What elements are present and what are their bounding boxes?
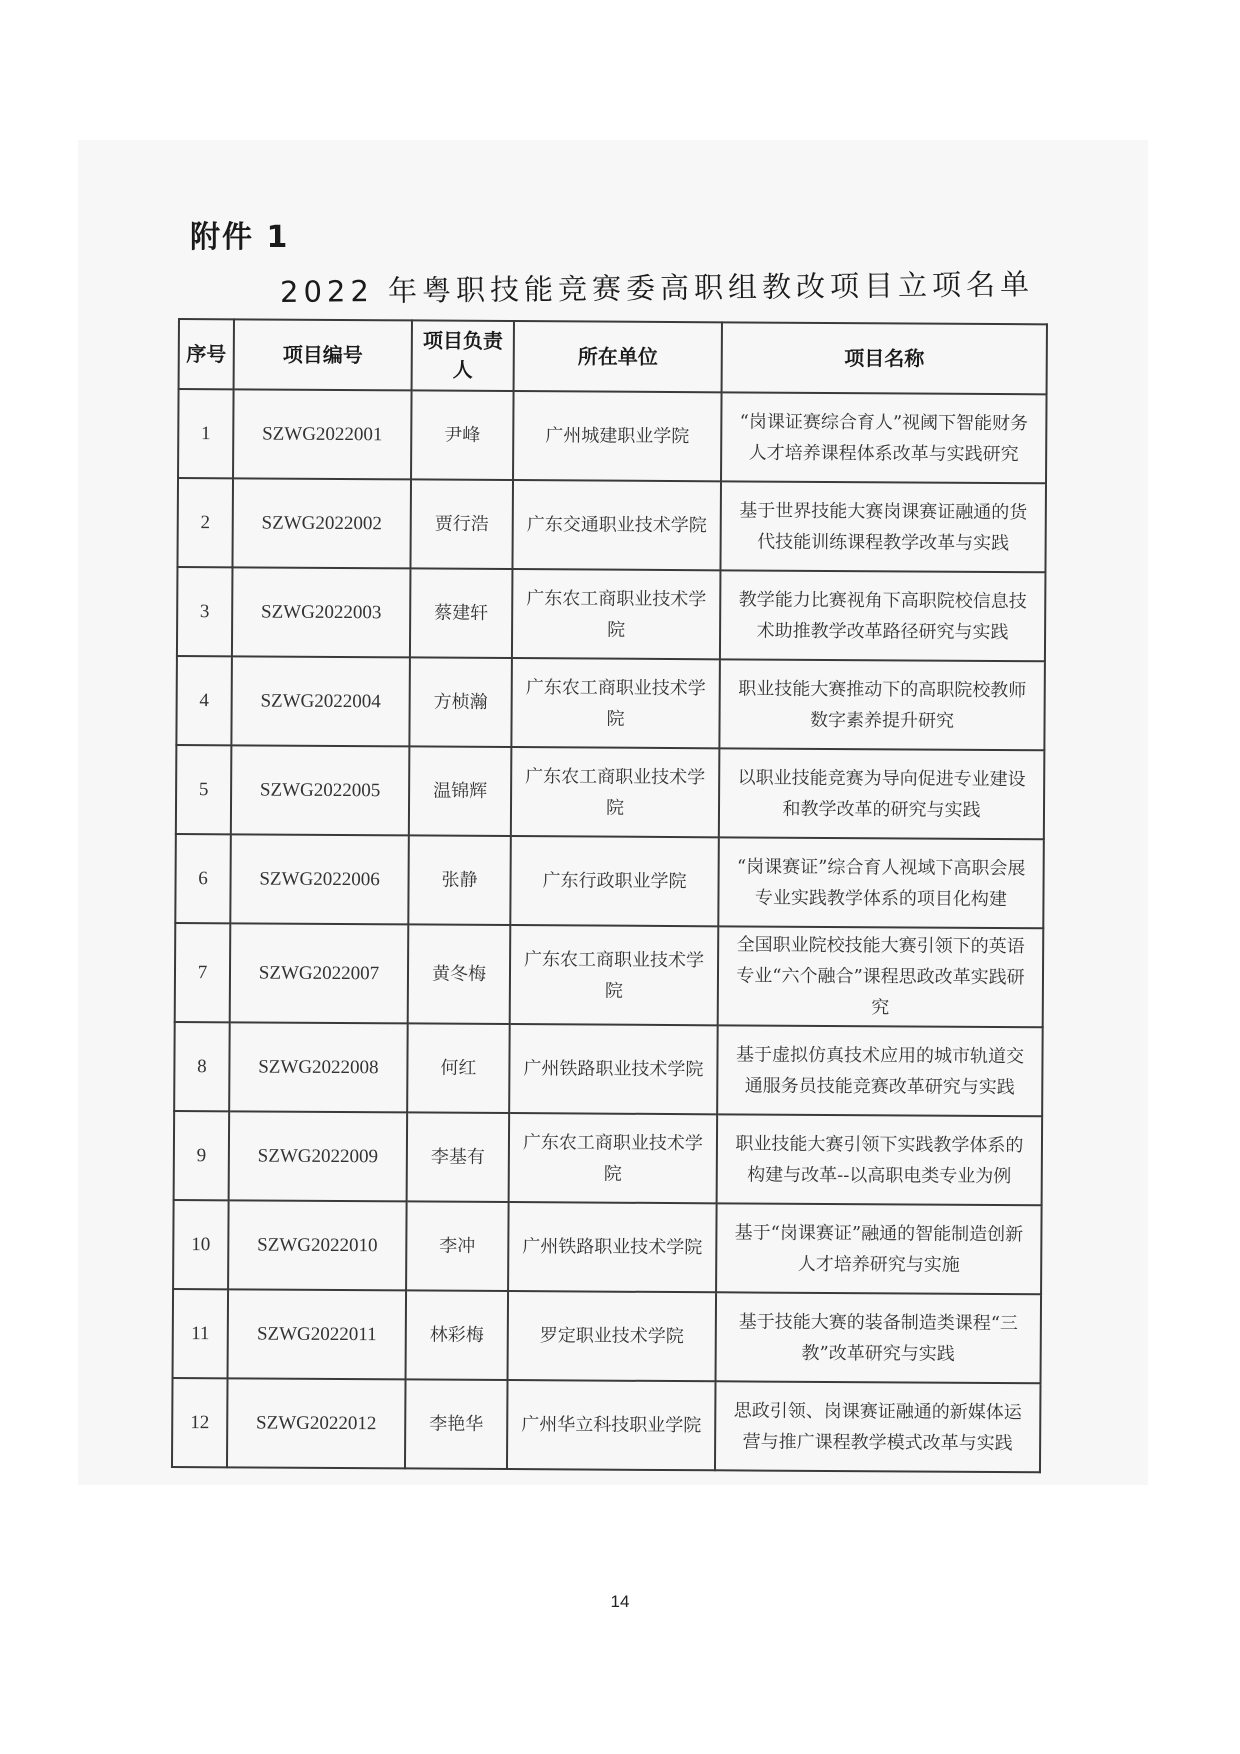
row-leader: 张静 — [408, 835, 511, 925]
row-seq: 8 — [174, 1022, 230, 1111]
row-leader: 蔡建轩 — [410, 568, 513, 658]
row-code: SZWG2022005 — [231, 745, 410, 835]
row-seq: 10 — [173, 1200, 229, 1289]
row-seq: 6 — [175, 834, 231, 923]
row-leader: 贾行浩 — [410, 479, 513, 569]
row-seq: 9 — [174, 1111, 230, 1200]
header-unit: 所在单位 — [514, 321, 722, 392]
row-code: SZWG2022006 — [230, 834, 409, 924]
table-row — [174, 1111, 1043, 1205]
row-code: SZWG2022012 — [227, 1378, 406, 1468]
row-code: SZWG2022007 — [230, 923, 409, 1023]
row-unit: 广东农工商职业技术学院 — [509, 1113, 718, 1203]
header-leader: 项目负责人 — [412, 320, 514, 391]
header-code: 项目编号 — [234, 319, 412, 390]
table-row — [176, 656, 1045, 750]
row-project-name: 职业技能大赛引领下实践教学体系的构建与改革--以高职电类专业为例 — [717, 1114, 1043, 1205]
document-title: 2022 年粤职技能竞赛委高职组教改项目立项名单 — [279, 267, 1035, 309]
row-seq: 11 — [173, 1289, 229, 1378]
row-project-name: 职业技能大赛推动下的高职院校教师数字素养提升研究 — [719, 659, 1045, 750]
row-code: SZWG2022011 — [228, 1289, 407, 1379]
row-seq: 4 — [176, 656, 232, 745]
row-seq: 3 — [177, 567, 233, 656]
row-seq: 5 — [176, 745, 232, 834]
row-unit: 广州铁路职业技术学院 — [509, 1024, 718, 1114]
row-unit: 广东农工商职业技术学院 — [511, 658, 720, 748]
attachment-label: 附件 1 — [190, 220, 290, 255]
row-code: SZWG2022010 — [228, 1200, 407, 1290]
row-seq: 7 — [175, 923, 231, 1022]
header-seq: 序号 — [179, 319, 234, 389]
row-project-name: 基于“岗课赛证”融通的智能制造创新人才培养研究与实施 — [716, 1203, 1042, 1294]
row-code: SZWG2022003 — [232, 567, 411, 657]
header-name: 项目名称 — [722, 322, 1047, 394]
project-list-table — [171, 318, 1048, 1473]
row-code: SZWG2022002 — [232, 478, 411, 568]
row-code: SZWG2022009 — [229, 1111, 408, 1201]
row-leader: 林彩梅 — [406, 1290, 509, 1380]
row-code: SZWG2022004 — [231, 656, 410, 746]
row-unit: 广东交通职业技术学院 — [512, 480, 721, 570]
row-leader: 方桢瀚 — [409, 657, 512, 747]
row-leader: 尹峰 — [411, 390, 514, 480]
table-row — [175, 834, 1044, 928]
row-unit: 广州铁路职业技术学院 — [508, 1202, 717, 1292]
table-header-row — [179, 319, 1047, 394]
row-code: SZWG2022008 — [229, 1022, 408, 1112]
row-project-name: 教学能力比赛视角下高职院校信息技术助推教学改革路径研究与实践 — [720, 570, 1046, 661]
row-leader: 李冲 — [406, 1201, 509, 1291]
row-unit: 广东行政职业学院 — [510, 836, 719, 926]
table-row — [175, 923, 1044, 1027]
row-unit: 广州城建职业学院 — [513, 391, 722, 481]
row-leader: 黄冬梅 — [408, 924, 511, 1024]
table-row — [173, 1200, 1042, 1294]
row-seq: 12 — [172, 1378, 228, 1467]
row-leader: 李艳华 — [405, 1379, 508, 1469]
row-project-name: 基于技能大赛的装备制造类课程“三教”改革研究与实践 — [716, 1292, 1042, 1383]
row-leader: 何红 — [407, 1023, 510, 1113]
table-row — [173, 1289, 1042, 1383]
row-leader: 李基有 — [407, 1112, 510, 1202]
row-unit: 广东农工商职业技术学院 — [510, 925, 719, 1025]
table-row — [178, 389, 1047, 483]
row-project-name: 基于世界技能大赛岗课赛证融通的货代技能训练课程教学改革与实践 — [720, 481, 1046, 572]
row-leader: 温锦辉 — [409, 746, 512, 836]
row-seq: 2 — [177, 478, 233, 567]
row-unit: 广东农工商职业技术学院 — [512, 569, 721, 659]
row-project-name: 全国职业院校技能大赛引领下的英语专业“六个融合”课程思政改革实践研究 — [718, 926, 1044, 1027]
row-project-name: 以职业技能竞赛为导向促进专业建设和教学改革的研究与实践 — [719, 748, 1045, 839]
table-row — [177, 478, 1046, 572]
table-row — [174, 1022, 1043, 1116]
page-number: 14 — [610, 1592, 630, 1611]
table-row — [172, 1378, 1041, 1472]
row-seq: 1 — [178, 389, 234, 478]
table-row — [176, 745, 1045, 839]
row-project-name: “岗课赛证”综合育人视域下高职会展专业实践教学体系的项目化构建 — [718, 837, 1044, 928]
row-unit: 广州华立科技职业学院 — [507, 1380, 716, 1470]
table-row — [177, 567, 1046, 661]
row-code: SZWG2022001 — [233, 389, 412, 479]
row-project-name: 基于虚拟仿真技术应用的城市轨道交通服务员技能竞赛改革研究与实践 — [717, 1025, 1043, 1116]
row-project-name: “岗课证赛综合育人”视阈下智能财务人才培养课程体系改革与实践研究 — [721, 392, 1047, 483]
row-unit: 罗定职业技术学院 — [508, 1291, 717, 1381]
row-unit: 广东农工商职业技术学院 — [511, 747, 720, 837]
row-project-name: 思政引领、岗课赛证融通的新媒体运营与推广课程教学模式改革与实践 — [715, 1381, 1041, 1472]
